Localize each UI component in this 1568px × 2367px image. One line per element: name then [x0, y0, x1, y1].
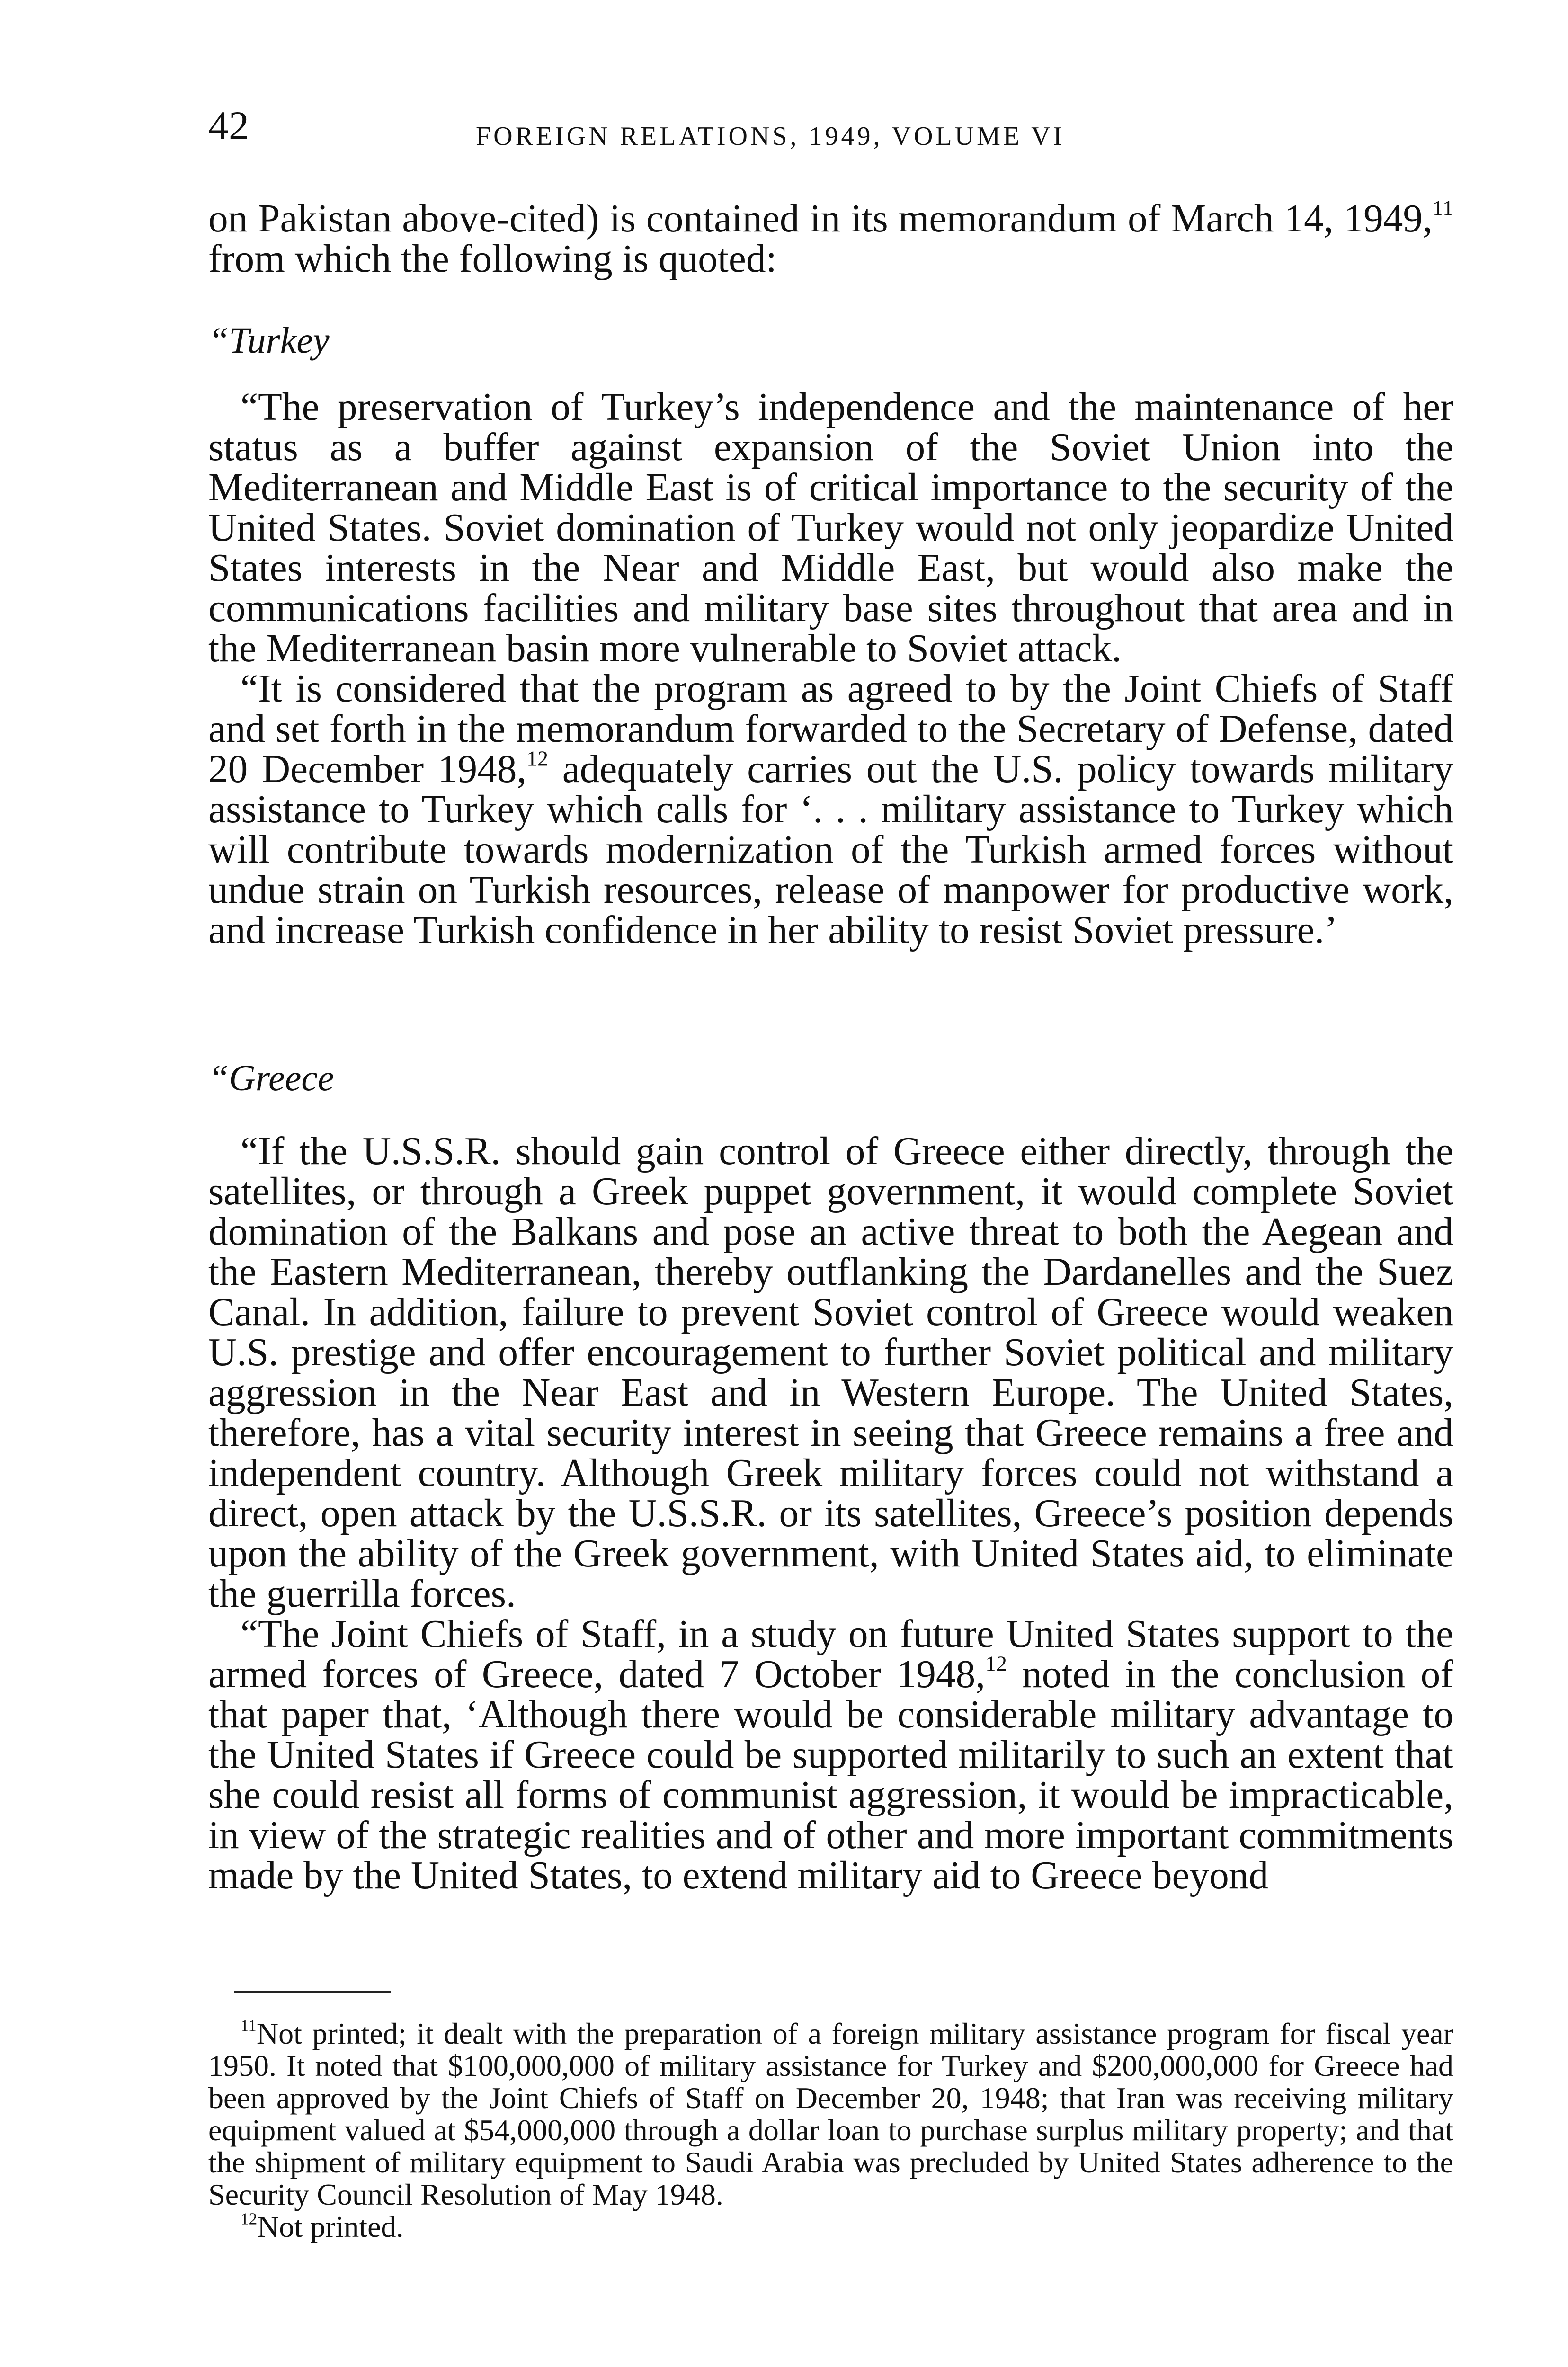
intro-text: on Pakistan above-cited) is contained in its memorandum of March 14, 1949,: [208, 197, 1433, 240]
intro-paragraph: [208, 196, 1453, 281]
running-head-title: FOREIGN RELATIONS, 1949, VOLUME VI: [476, 122, 1065, 151]
footnote-marker-12: 12: [241, 2209, 258, 2228]
greece-section: [208, 1131, 1453, 1896]
footnote-ref-12: 12: [526, 746, 549, 771]
footnote-ref-11: 11: [1432, 196, 1453, 220]
greece-paragraph-2-text: “The Joint Chiefs of Staff, in a study on future United States support to the armed forces of Greece, dated 7 October 1948,: [208, 1612, 1453, 1696]
greece-paragraph-1: “If the U.S.S.R. should gain control of Greece either directly, through the satellites, or through a Greek puppet government, it would complete Soviet domination of the Balkans and pose an active threat to both the Aegean and the Eastern Mediterranean, thereby outflanking the Dardanelles and the Suez Canal. In addition, failure to prevent Soviet control of Greece would weaken U.S. prestige and offer encouragement to further Soviet political and military aggression in the Near East and in Western Europe. The United States, therefore, has a vital security interest in seeing that Greece remains a free and independent country. Although Greek military forces could not withstand a direct, open attack by the U.S.S.R. or its satellites, Greece’s position depends upon the ability of the Greek government, with United States aid, to eliminate the guerrilla forces.: [208, 1130, 1453, 1616]
turkey-section: [208, 387, 1453, 951]
section-heading-greece: “Greece: [208, 1057, 334, 1098]
greece-paragraph-2: [208, 1614, 1453, 1896]
footnote-ref-12: 12: [985, 1651, 1007, 1676]
section-heading-turkey: “Turkey: [208, 320, 330, 361]
turkey-paragraph-2-text-end: adequately carries out the U.S. policy towards military assistance to Turkey which calls for ‘. . . military assistance to Turkey which will contribute towards modernization of the Turkish armed forces without undue strain on Turkish resources, release of manpower for productive work, and increase Turkish confidence in her ability to resist Soviet pressure.’: [208, 747, 1453, 952]
footnote-11-text: Not printed; it dealt with the preparation of a foreign military assistance program for fiscal year 1950. It noted that $100,000,000 of military assistance for Turkey and $200,000,000 for Greece had been approved by the Joint Chiefs of Staff on December 20, 1948; that Iran was receiving military equipment valued at $54,000,000 through a dollar loan to purchase surplus military property; and that the shipment of military equipment to Saudi Arabia was precluded by United States adherence to the Security Council Resolution of May 1948.: [208, 2017, 1453, 2211]
footnote-12-text: Not printed.: [257, 2210, 404, 2243]
footnotes: [208, 2018, 1453, 2243]
footnote-divider: [234, 1991, 391, 1993]
greece-paragraph-2-text-end: noted in the conclusion of that paper that, ‘Although there would be considerable military advantage to the United States if Greece could be supported militarily to such an extent that she could resist all forms of communist aggression, it would be impracticable, in view of the strategic realities and of other and more important commitments made by the United States, to extend military aid to Greece beyond: [208, 1653, 1453, 1897]
intro-text-end: from which the following is quoted:: [208, 237, 777, 281]
page-number: 42: [208, 103, 249, 148]
turkey-paragraph-1: “The preservation of Turkey’s independence and the maintenance of her status as a buffer against expansion of the Soviet Union into the Mediterranean and Middle East is of critical importance to the security of the United States. Soviet domination of Turkey would not only jeopardize United States interests in the Near and Middle East, but would also make the communications facilities and military base sites throughout that area and in the Mediterranean basin more vulnerable to Soviet attack.: [208, 385, 1453, 670]
footnote-11: [208, 2018, 1453, 2211]
turkey-paragraph-2: [208, 669, 1453, 951]
footnote-12: [208, 2211, 1453, 2243]
turkey-paragraph-2-text: “It is considered that the program as agreed to by the Joint Chiefs of Staff and set forth in the memorandum forwarded to the Secretary of Defense, dated 20 December 1948,: [208, 667, 1453, 791]
footnote-marker-11: 11: [241, 2016, 257, 2035]
